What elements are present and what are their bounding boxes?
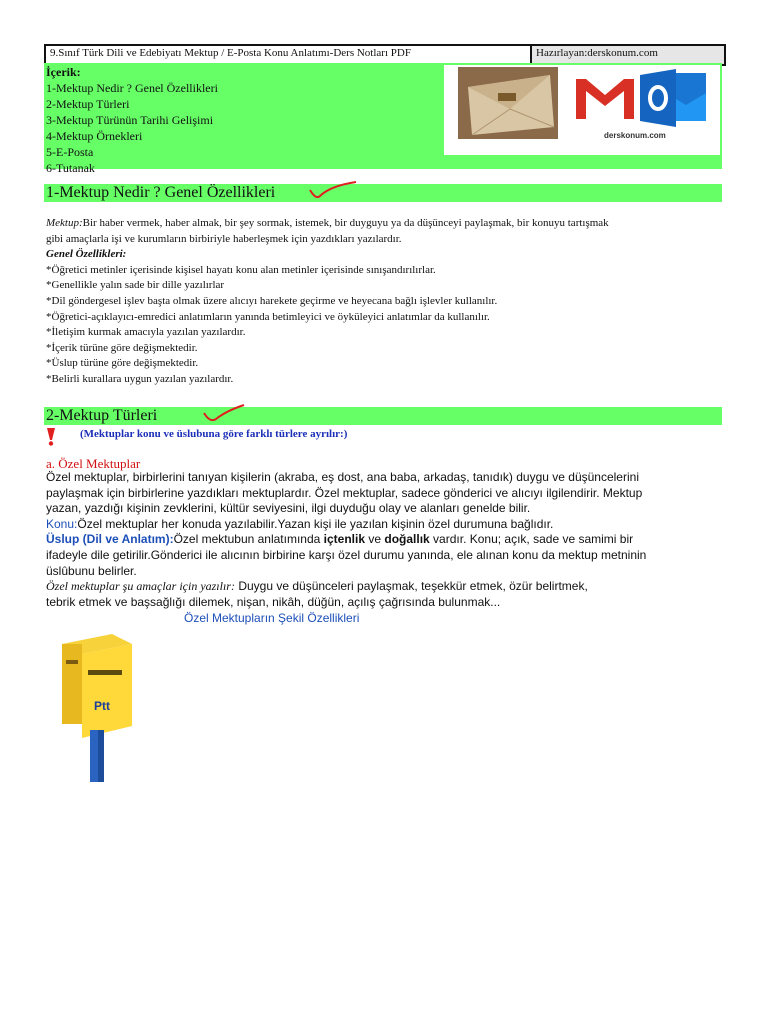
paragraph-line: Özel mektuplar, birbirlerini tanıyan kişilerin (akraba, eş dost, ana baba, arkadaş, tanıdık) duygu ve düşüncelerini — [46, 470, 639, 484]
paragraph-line: paylaşmak için birbirlerine yazdıkları mektuplardır. Özel mektuplar, sadece gönderici ve alıcıyı ilgilendirir. Mektup — [46, 485, 643, 500]
header-image — [444, 65, 720, 155]
style-text: Özel mektubun anlatımında — [173, 532, 324, 547]
features-label: Genel Özellikleri: — [46, 248, 127, 261]
feature-item: *Öğretici-açıklayıcı-emredici anlatımların yanında betimleyici ve öyküleyici anlatımlar da kullanılır. — [46, 310, 490, 323]
style-text: ve — [365, 532, 385, 547]
gmail-icon — [576, 75, 634, 119]
feature-item: *Öğretici metinler içerisinde kişisel hayatı konu alan metinler içerisinde sınışandırılırlar. — [46, 263, 436, 276]
toc-item: 3-Mektup Türünün Tarihi Gelişimi — [46, 113, 214, 127]
purpose-text: Duygu ve düşünceleri paylaşmak, teşekkür etmek, özür belirtmek, — [234, 579, 588, 594]
feature-item: *Genellikle yalın sade bir dille yazılırlar — [46, 279, 225, 292]
definition-text: Bir haber vermek, haber almak, bir şey sormak, istemek, bir duyguyu ya da düşünceyi paylaşmak, bir konuyu tartışmak — [82, 217, 609, 229]
outlook-icon — [640, 67, 706, 129]
style-bold-naturalness: doğallık — [384, 532, 430, 547]
feature-item: *İçerik türüne göre değişmektedir. — [46, 341, 198, 354]
brand-label: derskonum.com — [604, 131, 666, 140]
section-1-title: 1-Mektup Nedir ? Genel Özellikleri — [46, 184, 276, 201]
style-bold-sincerity: içtenlik — [323, 532, 366, 547]
toc-item: 1-Mektup Nedir ? Genel Özellikleri — [46, 81, 218, 95]
post-box-image — [54, 630, 138, 784]
paragraph-line: yazan, yazdığı kişinin zevklerini, kültür seviyesini, ilgi duyduğu olay ve alanları genelde bilir. — [46, 501, 531, 516]
topic-text: Özel mektuplar her konuda yazılabilir.Yazan kişi ile yazılan kişinin özel durumuna bağlıdır. — [77, 516, 554, 531]
checkmark-icon — [202, 403, 248, 425]
toc-heading: İçerik: — [46, 65, 81, 79]
toc-item: 6-Tutanak — [46, 161, 95, 175]
exclamation-icon — [46, 428, 56, 446]
paragraph-line: tebrik etmek ve başsağlığı dilemek, nişan, nikâh, düğün, açılış çağrısında bulunmak... — [46, 594, 501, 609]
feature-item: *Dil göndergesel işlev başta olmak üzere alıcıyı harekete geçirme ve heyecana bağlı işlevler kullanılır. — [46, 294, 498, 307]
section-2-title: 2-Mektup Türleri — [46, 407, 158, 424]
subheading-private-letters: a. Özel Mektuplar — [46, 456, 141, 471]
private-letters-paragraph — [46, 470, 722, 610]
definition — [46, 216, 718, 388]
feature-item: *İletişim kurmak amacıyla yazılan yazılardır. — [46, 326, 246, 339]
paragraph-line: üslûbunu belirler. — [46, 563, 137, 578]
style-label: Üslup (Dil ve Anlatım): — [46, 532, 174, 547]
definition-text-2: gibi amaçlarla işi ve kurumların birbiriyle haberleşmek için yazdıkları yazılardır. — [46, 232, 402, 245]
section-2-heading — [44, 407, 722, 425]
definition-label: Mektup: — [46, 217, 83, 229]
checkmark-icon — [308, 180, 360, 202]
prepared-by: Hazırlayan:derskonum.com — [532, 46, 724, 64]
section-1-heading — [44, 184, 722, 202]
style-text: vardır. Konu; açık, sade ve samimi bir — [429, 532, 634, 547]
ptt-logo: Ptt — [94, 699, 110, 713]
toc-item: 5-E-Posta — [46, 145, 94, 159]
table-of-contents — [44, 63, 722, 175]
toc-item: 4-Mektup Örnekleri — [46, 129, 143, 143]
envelope-icon — [458, 67, 558, 139]
feature-item: *Üslup türüne göre değişmektedir. — [46, 357, 199, 370]
purpose-label: Özel mektuplar şu amaçlar için yazılır: — [46, 579, 235, 594]
topic-label: Konu: — [46, 516, 78, 531]
types-note: (Mektuplar konu ve üslubuna göre farklı türlere ayrılır:) — [80, 428, 348, 440]
shape-features-title: Özel Mektupların Şekil Özellikleri — [184, 611, 360, 625]
paragraph-line: ifadeyle dile getirilir.Gönderici ile alıcının birbirine karşı özel durumu yanında, ele alınan konu da mektup metninin — [46, 547, 647, 562]
feature-item: *Belirli kurallara uygun yazılan yazılardır. — [46, 372, 234, 385]
document-title: 9.Sınıf Türk Dili ve Edebiyatı Mektup / E-Posta Konu Anlatımı-Ders Notları PDF — [46, 46, 532, 64]
toc-item: 2-Mektup Türleri — [46, 97, 130, 111]
